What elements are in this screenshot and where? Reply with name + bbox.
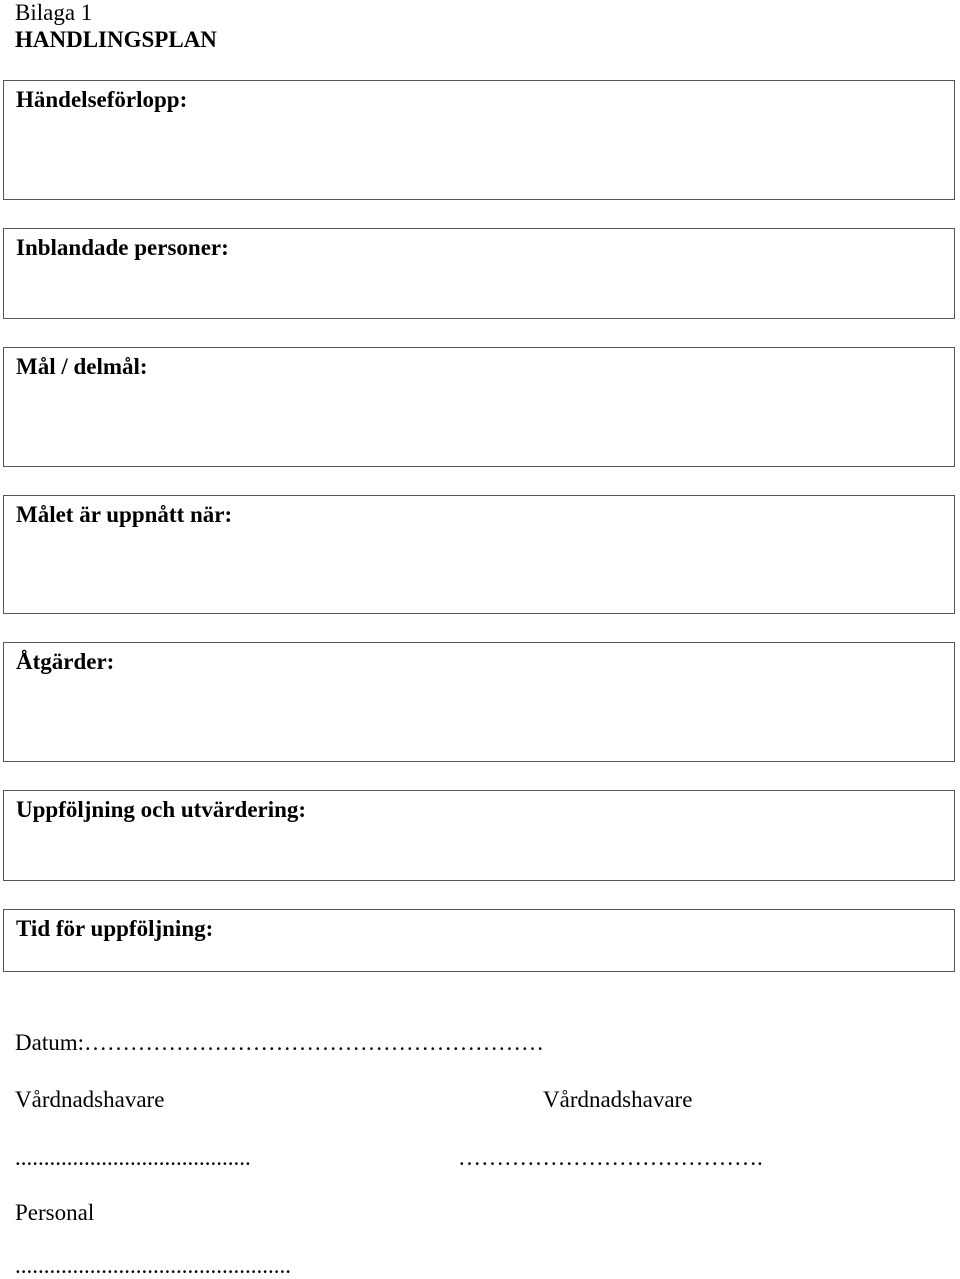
field-box-goals[interactable] — [3, 347, 955, 467]
field-label-involved-persons: Inblandade personer: — [16, 235, 229, 260]
field-box-actions[interactable] — [3, 642, 955, 762]
field-box-follow-up-evaluation[interactable] — [3, 790, 955, 881]
document-title: HANDLINGSPLAN — [15, 27, 217, 52]
field-box-event-course[interactable] — [3, 80, 955, 200]
field-label-goal-achieved: Målet är uppnått när: — [16, 502, 233, 527]
staff-signature-line: ................................................ — [15, 1253, 291, 1278]
field-label-follow-up-time: Tid för uppföljning: — [16, 916, 214, 941]
guardian-left-signature-line: ......................................... — [15, 1145, 251, 1170]
field-box-follow-up-time[interactable] — [3, 909, 955, 972]
date-line: Datum:…………………………………………………… — [15, 1030, 544, 1055]
field-label-actions: Åtgärder: — [16, 649, 115, 674]
guardian-right-label: Vårdnadshavare — [543, 1087, 693, 1112]
field-label-follow-up-evaluation: Uppföljning och utvärdering: — [16, 797, 307, 822]
appendix-label: Bilaga 1 — [15, 0, 93, 25]
guardian-right-signature-line: …………………………………. — [458, 1145, 763, 1170]
field-box-involved-persons[interactable] — [3, 228, 955, 319]
field-label-event-course: Händelseförlopp: — [16, 87, 188, 112]
guardian-left-label: Vårdnadshavare — [15, 1087, 165, 1112]
staff-label: Personal — [15, 1200, 95, 1225]
field-box-goal-achieved[interactable] — [3, 495, 955, 614]
field-label-goals: Mål / delmål: — [16, 354, 148, 379]
